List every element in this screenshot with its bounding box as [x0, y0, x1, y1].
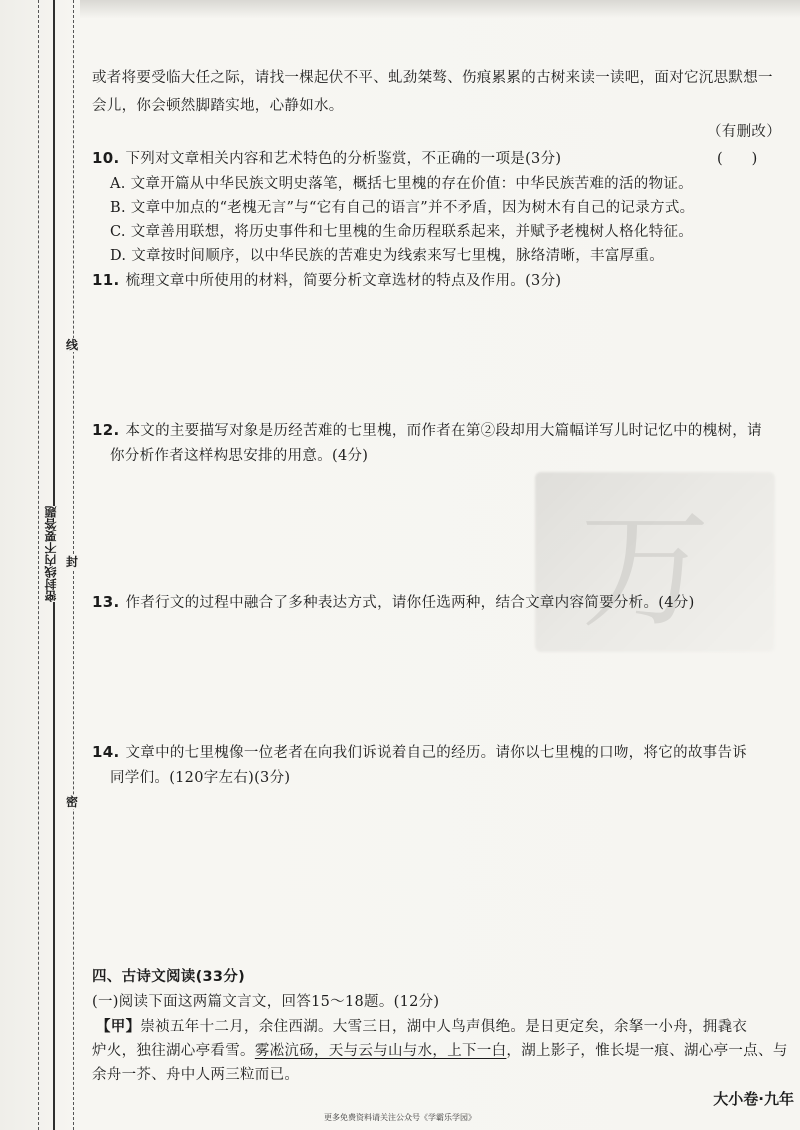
- section-subtitle: (一)阅读下面这两篇文言文，回答15～18题。(12分): [92, 994, 440, 1010]
- question-10: [92, 147, 561, 168]
- classical-text: 炉火，独往湖心亭看雪。: [92, 1043, 255, 1059]
- classical-text: ，湖上影子，惟长堤一痕、湖心亭一点、与: [506, 1043, 788, 1059]
- binding-mark-seal: 封: [66, 555, 79, 569]
- classical-text-line: [96, 1015, 747, 1036]
- question-stem-cont: 同学们。(120字左右)(3分): [110, 770, 291, 786]
- binding-mark-secret: 密: [66, 795, 79, 809]
- question-14: [92, 741, 747, 762]
- question-stem: 文章中的七里槐像一位老者在向我们诉说着自己的经历。请你以七里槐的口吻，将它的故事告诉: [125, 745, 748, 761]
- question-stem: 本文的主要描写对象是历经苦难的七里槐，而作者在第②段却用大篇幅详写儿时记忆中的槐树，请: [125, 423, 762, 439]
- option-d: D. 文章按时间顺序，以中华民族的苦难史为线索来写七里槐，脉络清晰，丰富厚重。: [110, 248, 665, 264]
- passage-tag: 【甲】: [96, 1018, 141, 1035]
- binding-dashed-line: [38, 0, 39, 1130]
- passage-line: 会儿，你会顿然脚踏实地，心静如水。: [92, 98, 344, 114]
- classical-text-line: 余舟一芥、舟中人两三粒而已。: [92, 1067, 300, 1083]
- classical-text: 崇祯五年十二月，余住西湖。大雪三日，湖中人鸟声俱绝。是日更定矣，余拏一小舟，拥毳衣: [140, 1019, 748, 1035]
- question-stem: 梳理文章中所使用的材料，简要分析文章选材的特点及作用。(3分): [125, 273, 562, 289]
- question-12: [92, 419, 762, 440]
- option-c: C. 文章善用联想，将历史事件和七里槐的生命历程联系起来，并赋予老槐树人格化特征。: [110, 224, 694, 240]
- question-number: 11.: [92, 271, 120, 289]
- question-stem: 作者行文的过程中融合了多种表达方式，请你任选两种，结合文章内容简要分析。(4分): [125, 595, 695, 611]
- passage-line: 或者将要受临大任之际，请找一棵起伏不平、虬劲桀骜、伤痕累累的古树来读一读吧，面对它沉思默想一: [92, 70, 773, 86]
- question-13: [92, 591, 695, 612]
- question-11: [92, 269, 561, 290]
- question-number: 12.: [92, 421, 120, 439]
- question-number: 10.: [92, 149, 120, 167]
- question-number: 14.: [92, 743, 120, 761]
- question-stem: 下列对文章相关内容和艺术特色的分析鉴赏，不正确的一项是(3分): [125, 151, 562, 167]
- option-b: B. 文章中加点的“老槐无言”与“它有自己的语言”并不矛盾，因为树木有自己的记录方式。: [110, 200, 695, 216]
- section-title: 四、古诗文阅读(33分): [92, 969, 246, 985]
- passage-source: （有删改）: [707, 124, 781, 140]
- option-a: A. 文章开篇从中华民族文明史落笔，概括七里槐的存在价值：中华民族苦难的活的物证。: [110, 176, 693, 192]
- answer-blank[interactable]: ( ): [717, 151, 758, 167]
- binding-mark-line: 线: [66, 338, 79, 352]
- scan-ghost-mark: 万: [580, 494, 711, 646]
- question-number: 13.: [92, 593, 120, 611]
- classical-text-line: [92, 1039, 788, 1060]
- footer-note: 更多免费资料请关注公众号《学霸乐学园》: [324, 1113, 476, 1122]
- binding-warning: 密封线内不要答题: [44, 506, 58, 602]
- question-stem-cont: 你分析作者这样构思安排的用意。(4分): [110, 448, 369, 464]
- scan-shadow: [80, 0, 800, 18]
- page-tag: 大小卷·九年: [713, 1090, 794, 1108]
- underlined-sentence: 雾凇沆砀，天与云与山与水，上下一白: [254, 1043, 507, 1059]
